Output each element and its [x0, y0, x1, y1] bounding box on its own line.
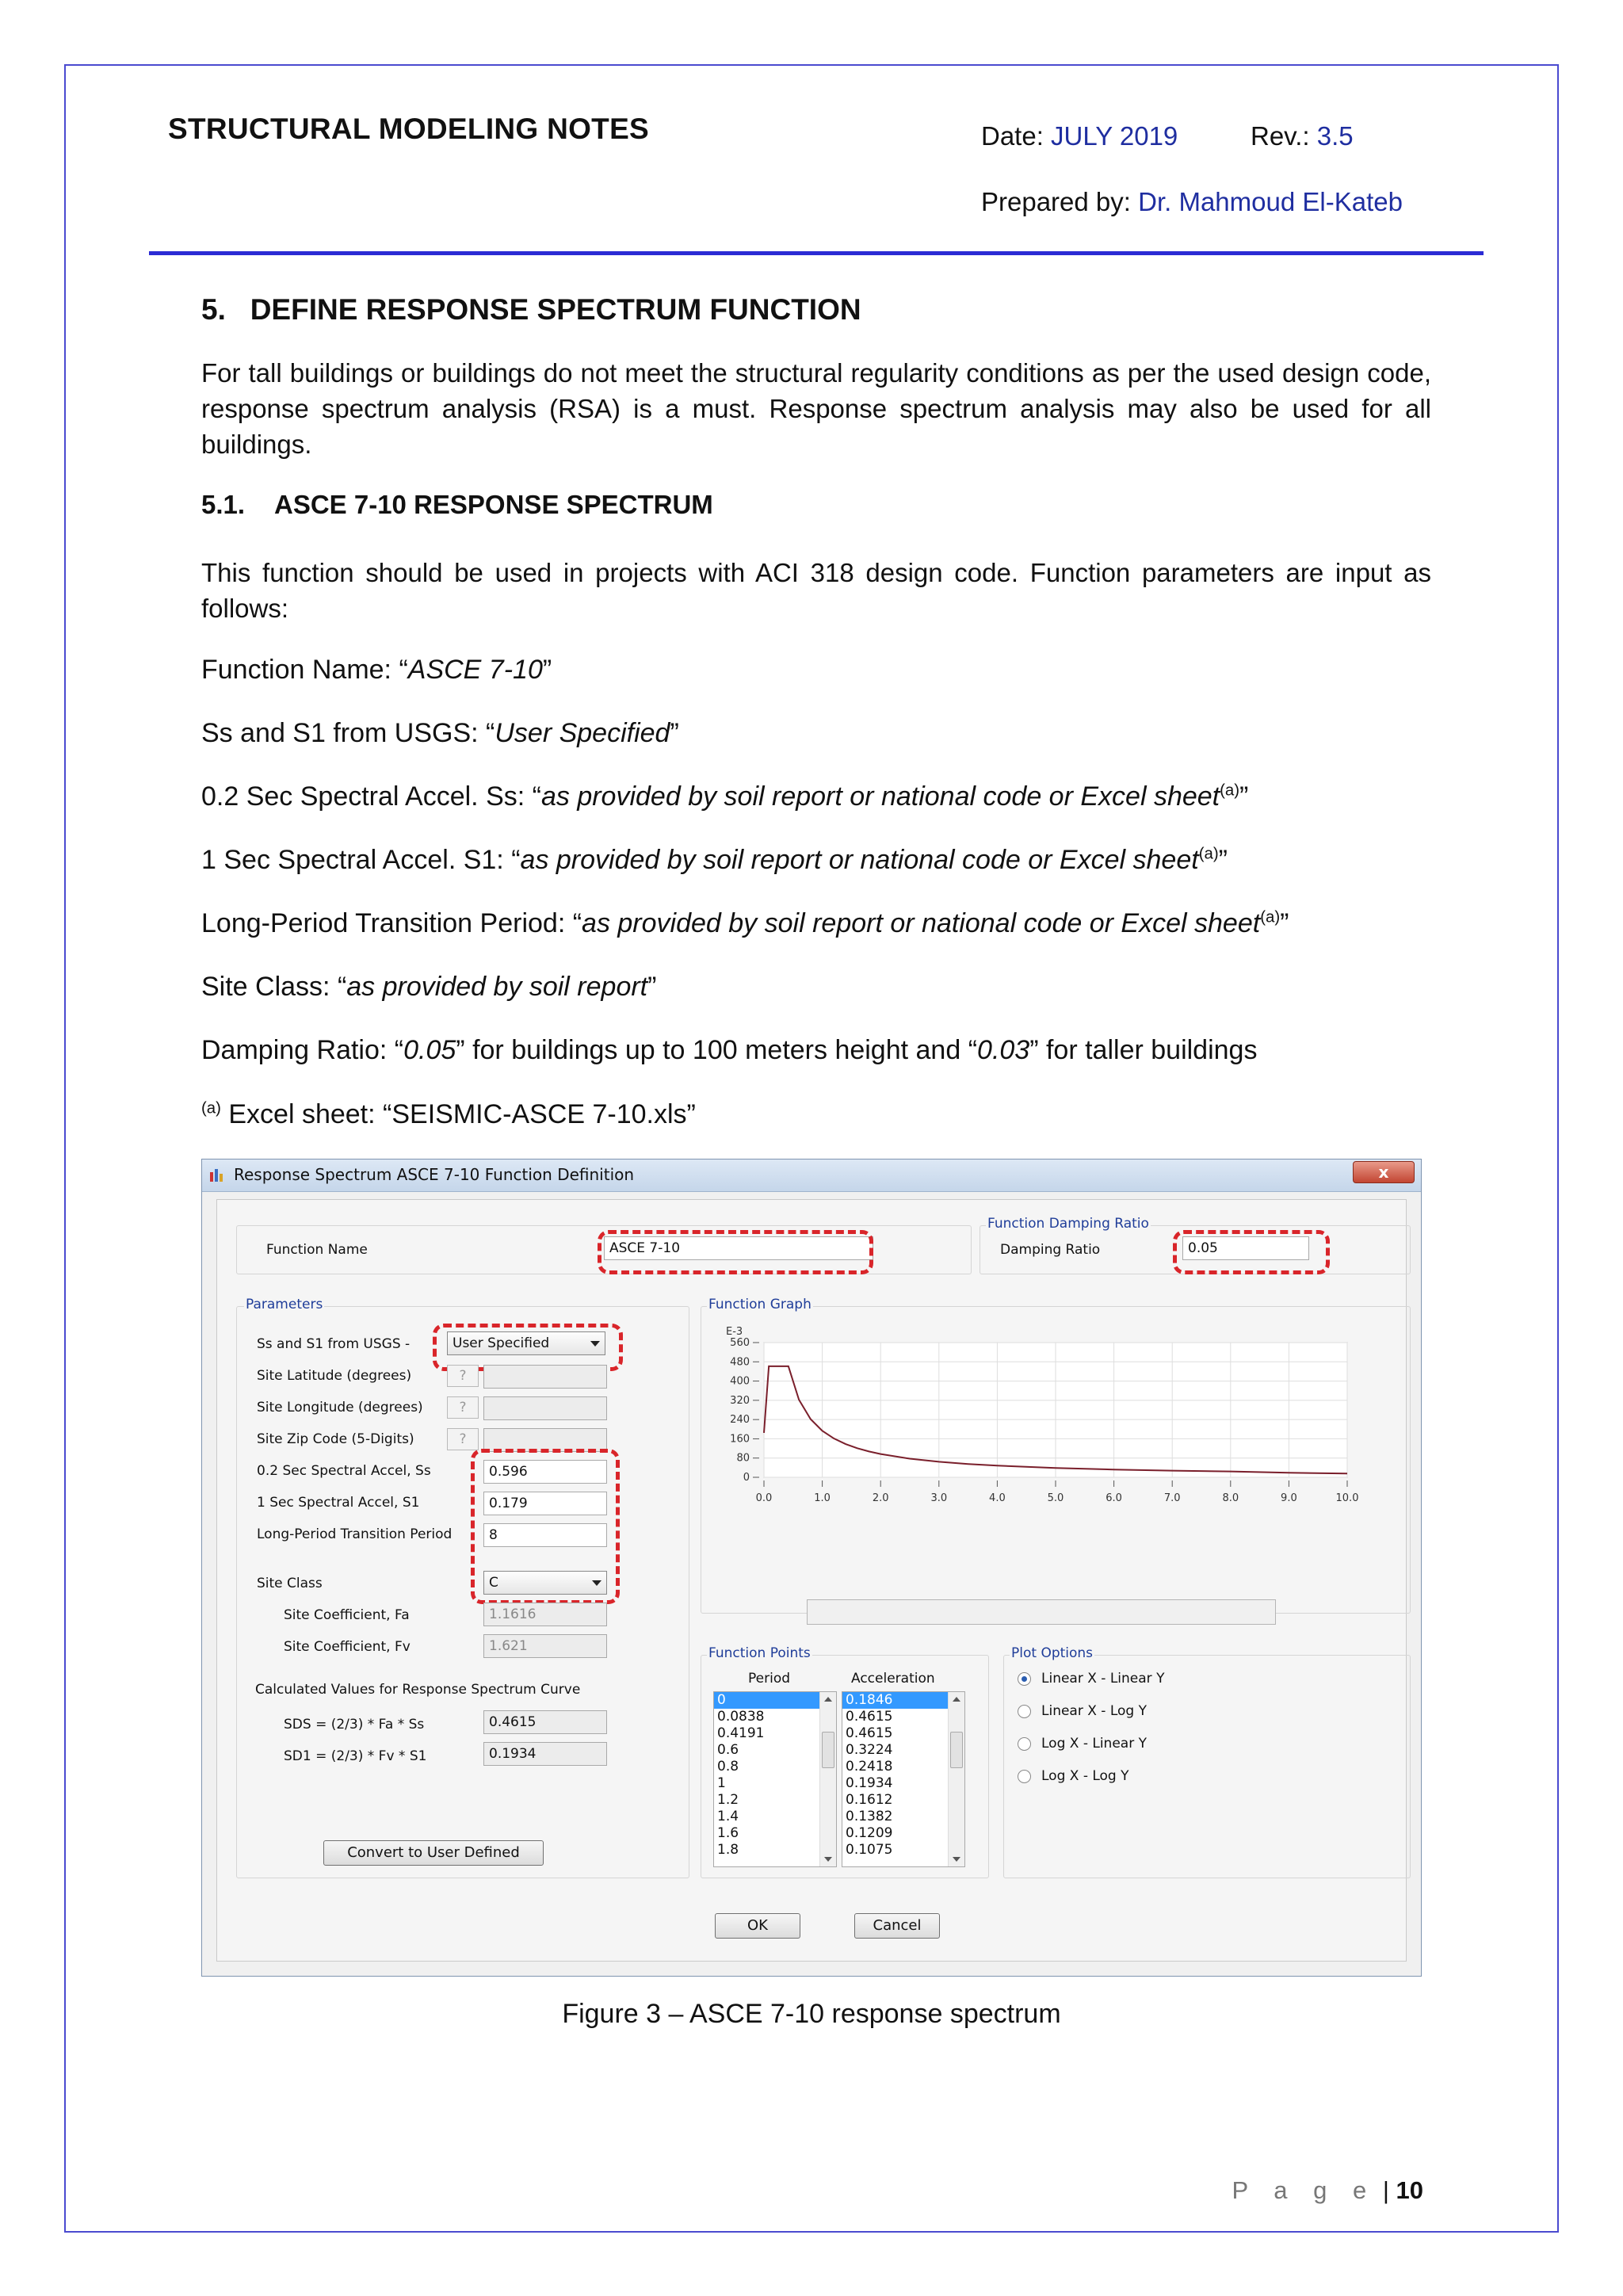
parameters-group-label: Parameters — [246, 1297, 323, 1312]
x-tick-label: 9.0 — [1281, 1492, 1297, 1504]
scroll-down-icon[interactable] — [953, 1857, 960, 1862]
app-icon — [208, 1166, 227, 1183]
period-list-item[interactable]: 1 — [717, 1775, 726, 1791]
x-tick-label: 10.0 — [1335, 1492, 1359, 1504]
period-list-item[interactable]: 0.4191 — [717, 1725, 765, 1741]
longitude-label: Site Longitude (degrees) — [257, 1400, 423, 1415]
damping-label: Damping Ratio — [1000, 1242, 1101, 1258]
highlight-spectral-params — [471, 1449, 620, 1604]
y-tick-label: 480 — [730, 1356, 750, 1369]
scroll-up-icon[interactable] — [953, 1697, 960, 1702]
period-list-item[interactable]: 0.6 — [717, 1742, 739, 1758]
acceleration-list-item[interactable]: 0.1846 — [842, 1692, 964, 1709]
period-list-scrollbar[interactable] — [819, 1692, 836, 1866]
damping-group-label: Function Damping Ratio — [987, 1216, 1149, 1232]
sds-label: SDS = (2/3) * Fa * Ss — [284, 1717, 425, 1733]
sds-value: 0.4615 — [483, 1710, 607, 1734]
plot-option-label[interactable]: Log X - Linear Y — [1041, 1736, 1147, 1752]
cancel-button[interactable]: Cancel — [854, 1913, 940, 1939]
site-class-label: Site Class — [257, 1576, 323, 1591]
dialog-body — [216, 1199, 1407, 1962]
highlight-function-name — [598, 1230, 873, 1274]
s1-label: 1 Sec Spectral Accel, S1 — [257, 1495, 420, 1511]
y-tick-label: 0 — [743, 1472, 750, 1484]
damping-input[interactable]: 0.05 — [1182, 1236, 1309, 1260]
y-tick-label: 320 — [730, 1394, 750, 1407]
acceleration-list-item[interactable]: 0.2418 — [846, 1759, 893, 1775]
acceleration-list-item[interactable]: 0.4615 — [846, 1709, 893, 1725]
response-spectrum-chart — [708, 1319, 1406, 1517]
y-tick-label: 80 — [736, 1452, 750, 1465]
function-name-label: Function Name — [266, 1242, 368, 1258]
y-tick-label: 160 — [730, 1433, 750, 1446]
acceleration-list-item[interactable]: 0.1934 — [846, 1775, 893, 1791]
x-tick-label: 7.0 — [1163, 1492, 1181, 1504]
tl-input[interactable]: 8 — [483, 1523, 607, 1547]
subsection-heading: 5.1. ASCE 7-10 RESPONSE SPECTRUM — [201, 490, 713, 519]
plot-options-group — [1003, 1655, 1411, 1878]
header-rule — [149, 251, 1484, 255]
acceleration-list-item[interactable]: 0.1612 — [846, 1792, 893, 1808]
x-tick-label: 8.0 — [1222, 1492, 1239, 1504]
y-multiplier-label: E-3 — [726, 1326, 743, 1338]
plot-option-radio[interactable] — [1018, 1770, 1031, 1783]
acceleration-list-item[interactable]: 0.1209 — [846, 1825, 893, 1841]
fv-label: Site Coefficient, Fv — [284, 1639, 411, 1655]
parameter-item: Long-Period Transition Period: “as provided by soil report or national code or Excel sheet$^{(a)}$” — [201, 908, 1289, 938]
period-list-item[interactable]: 1.6 — [717, 1825, 739, 1841]
x-tick-label: 5.0 — [1047, 1492, 1064, 1504]
date-value: JULY 2019 — [1051, 121, 1178, 151]
zip-label: Site Zip Code (5-Digits) — [257, 1431, 414, 1447]
period-list[interactable] — [713, 1691, 837, 1867]
y-tick-label: 240 — [730, 1414, 750, 1427]
page-footer: P a g e | 10 — [1232, 2176, 1423, 2204]
usgs-label: Ss and S1 from USGS - — [257, 1336, 411, 1352]
x-tick-label: 2.0 — [872, 1492, 889, 1504]
s1-input[interactable]: 0.179 — [483, 1492, 607, 1515]
parameter-item: 0.2 Sec Spectral Accel. Ss: “as provided by soil report or national code or Excel sheet$^{(a)}$” — [201, 781, 1249, 812]
ss-input[interactable]: 0.596 — [483, 1460, 607, 1484]
date-line: Date: JULY 2019 — [981, 121, 1178, 151]
acceleration-list-item[interactable]: 0.1382 — [846, 1809, 893, 1824]
latitude-input — [483, 1365, 607, 1389]
convert-to-user-defined-button[interactable]: Convert to User Defined — [323, 1840, 544, 1866]
parameter-item: Ss and S1 from USGS: “User Specified” — [201, 718, 679, 748]
period-list-item[interactable]: 1.8 — [717, 1842, 739, 1858]
section-intro: For tall buildings or buildings do not meet the structural regularity conditions as per the used design code, response spectrum analysis (RSA) is a must. Response spectrum analysis may also be used for all buildings. — [201, 358, 1431, 459]
acceleration-list-item[interactable]: 0.1075 — [846, 1842, 893, 1858]
section-heading: 5. DEFINE RESPONSE SPECTRUM FUNCTION — [201, 293, 861, 326]
plot-option-radio[interactable] — [1018, 1705, 1031, 1718]
figure-caption: Figure 3 – ASCE 7-10 response spectrum — [562, 1999, 1061, 2029]
dialog-titlebar — [202, 1159, 1421, 1192]
response-spectrum-dialog — [201, 1159, 1422, 1977]
calc-label: Calculated Values for Response Spectrum Curve — [255, 1682, 581, 1698]
plot-options-label: Plot Options — [1011, 1645, 1094, 1661]
tl-label: Long-Period Transition Period — [257, 1526, 453, 1542]
x-tick-label: 4.0 — [989, 1492, 1006, 1504]
rev-value: 3.5 — [1316, 121, 1354, 151]
plot-option-label[interactable]: Linear X - Log Y — [1041, 1703, 1147, 1719]
period-list-item[interactable]: 1.2 — [717, 1792, 739, 1808]
subsection-intro: This function should be used in projects with ACI 318 design code. Function parameters are input as follows: — [201, 558, 1431, 623]
plot-option-radio[interactable] — [1018, 1737, 1031, 1751]
longitude-help-button[interactable]: ? — [447, 1396, 479, 1419]
plot-option-label[interactable]: Linear X - Linear Y — [1041, 1671, 1165, 1687]
rev-line: Rev.: 3.5 — [1251, 121, 1354, 151]
parameter-item: Site Class: “as provided by soil report” — [201, 972, 657, 1002]
plot-option-label[interactable]: Log X - Log Y — [1041, 1768, 1129, 1784]
x-tick-label: 6.0 — [1106, 1492, 1122, 1504]
sd1-value: 0.1934 — [483, 1742, 607, 1766]
sd1-label: SD1 = (2/3) * Fv * S1 — [284, 1748, 427, 1764]
fv-input: 1.621 — [483, 1634, 607, 1658]
highlight-usgs — [433, 1324, 623, 1371]
period-list-item[interactable]: 1.4 — [717, 1809, 739, 1824]
acceleration-list-item[interactable]: 0.3224 — [846, 1742, 893, 1758]
period-list-item[interactable]: 0.8 — [717, 1759, 739, 1775]
footnote: $^{(a)}$ Excel sheet: “SEISMIC-ASCE 7-10.xls” — [201, 1099, 696, 1129]
parameter-item: Function Name: “ASCE 7-10” — [201, 655, 552, 685]
fa-label: Site Coefficient, Fa — [284, 1607, 410, 1623]
author-name: Dr. Mahmoud El-Kateb — [1138, 187, 1403, 216]
y-tick-label: 400 — [730, 1375, 750, 1388]
latitude-label: Site Latitude (degrees) — [257, 1368, 412, 1384]
site-class-select[interactable]: C — [483, 1571, 607, 1595]
close-button[interactable]: x — [1353, 1161, 1415, 1183]
acceleration-header: Acceleration — [851, 1671, 935, 1687]
ss-label: 0.2 Sec Spectral Accel, Ss — [257, 1463, 431, 1479]
page-number: 10 — [1396, 2176, 1423, 2204]
period-list-item[interactable]: 0 — [714, 1692, 836, 1709]
highlight-damping — [1173, 1230, 1330, 1274]
acceleration-list-scrollbar[interactable] — [948, 1692, 964, 1866]
x-tick-label: 1.0 — [814, 1492, 831, 1504]
document-title: STRUCTURAL MODELING NOTES — [168, 113, 650, 145]
period-header: Period — [748, 1671, 791, 1687]
latitude-help-button[interactable]: ? — [447, 1365, 479, 1387]
plot-option-radio[interactable] — [1018, 1672, 1031, 1686]
usgs-select[interactable]: User Specified — [447, 1331, 605, 1355]
parameters-group — [236, 1306, 689, 1878]
parameter-item: 1 Sec Spectral Accel. S1: “as provided by soil report or national code or Excel sheet$^{(a)}$” — [201, 845, 1228, 875]
ok-button[interactable]: OK — [715, 1913, 800, 1939]
x-tick-label: 3.0 — [930, 1492, 948, 1504]
fa-input: 1.1616 — [483, 1603, 607, 1626]
y-tick-label: 560 — [730, 1337, 750, 1349]
x-tick-label: 0.0 — [755, 1492, 773, 1504]
damping-line: Damping Ratio: “0.05” for buildings up to 100 meters height and “0.03” for taller buildings — [201, 1035, 1258, 1065]
acceleration-list-item[interactable]: 0.4615 — [846, 1725, 893, 1741]
acceleration-list[interactable] — [842, 1691, 965, 1867]
scroll-up-icon[interactable] — [824, 1697, 832, 1702]
function-graph-label: Function Graph — [708, 1297, 812, 1312]
function-points-label: Function Points — [708, 1645, 811, 1661]
dialog-title: Response Spectrum ASCE 7-10 Function Definition — [234, 1165, 635, 1184]
scroll-down-icon[interactable] — [824, 1857, 832, 1862]
function-name-input[interactable]: ASCE 7-10 — [604, 1236, 873, 1260]
graph-scrollbar[interactable] — [807, 1599, 1276, 1625]
longitude-input — [483, 1396, 607, 1420]
period-list-item[interactable]: 0.0838 — [717, 1709, 765, 1725]
zip-help-button[interactable]: ? — [447, 1428, 479, 1450]
prepared-line: Prepared by: Dr. Mahmoud El-Kateb — [981, 187, 1403, 216]
